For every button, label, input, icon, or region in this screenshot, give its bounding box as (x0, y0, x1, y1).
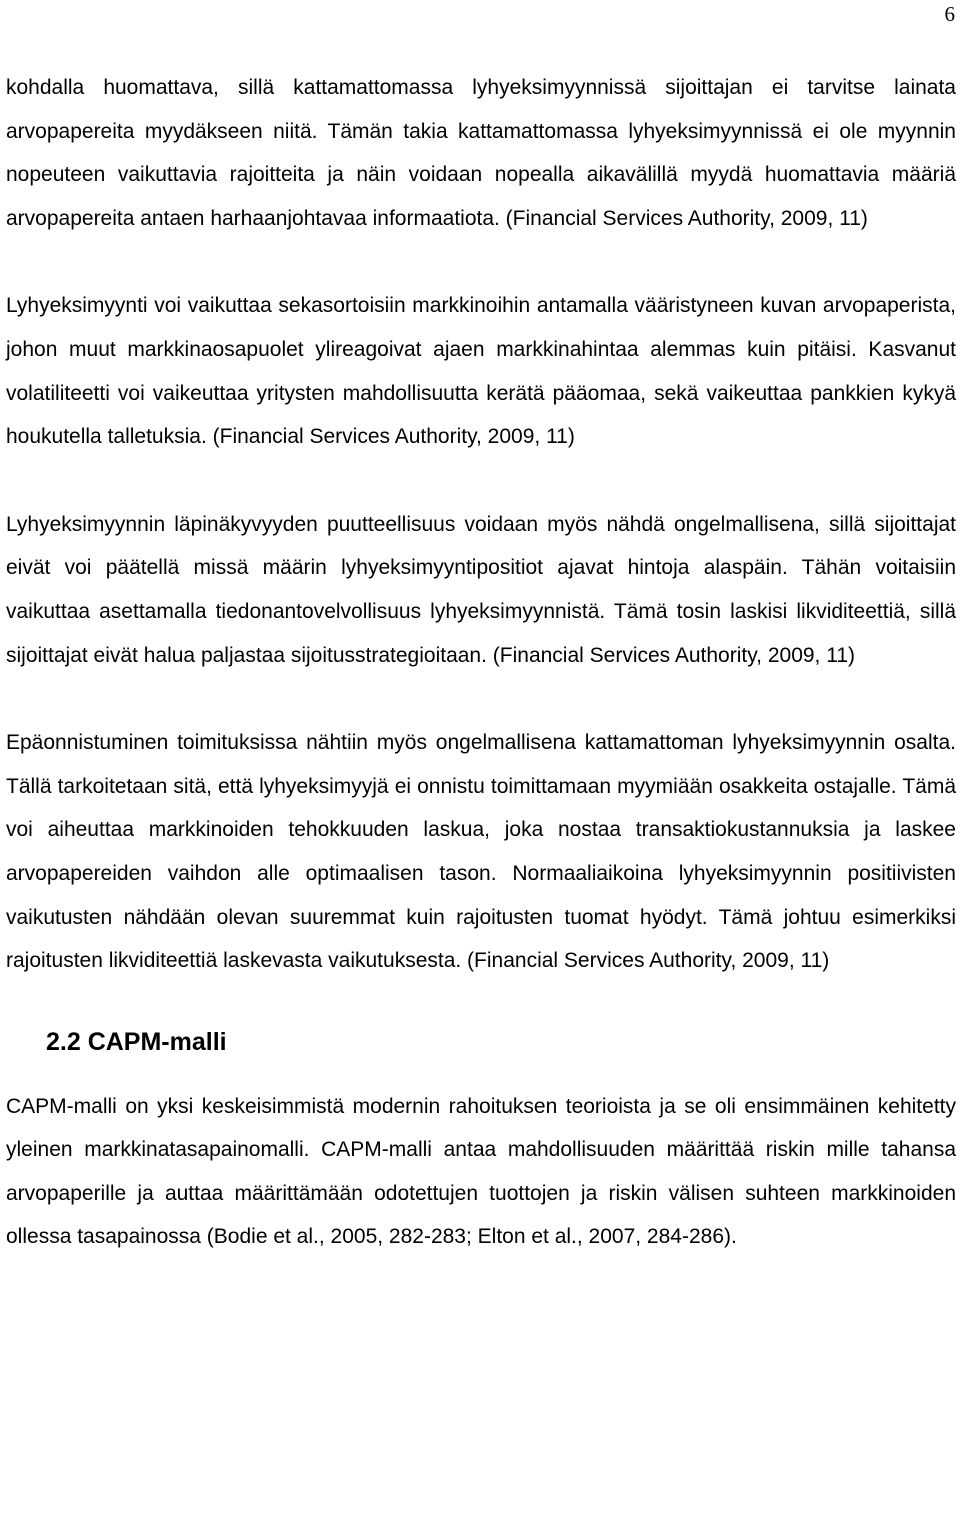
page-number: 6 (944, 2, 955, 26)
section-paragraph: CAPM-malli on yksi keskeisimmistä modernin rahoituksen teorioista ja se oli ensimmäinen kehitetty yleinen markkinatasapainomalli. CAPM-malli antaa mahdollisuuden määrittää riskin mille tahansa arvopaperille ja auttaa määrittämään odotettujen tuottojen ja riskin välisen suhteen markkinoiden ollessa tasapainossa (Bodie et al., 2005, 282-283; Elton et al., 2007, 284-286). (6, 1094, 956, 1249)
paragraph-4: Epäonnistuminen toimituksissa nähtiin myös ongelmallisena kattamattoman lyhyeksimyynnin osalta. Tällä tarkoitetaan sitä, että lyhyeksimyyjä ei onnistu toimittamaan myymiään osakkeita ostajalle. Tämä voi aiheuttaa markkinoiden tehokkuuden laskua, joka nostaa transaktiokustannuksia ja laskee arvopapereiden vaihdon alle optimaalisen tason. Normaaliaikoina lyhyeksimyynnin positiivisten vaikutusten nähdään olevan suuremmat kuin rajoitusten tuomat hyödyt. Tämä johtuu esimerkiksi rajoitusten likviditeettiä laskevasta vaikutuksesta. (Financial Services Authority, 2009, 11) (6, 731, 956, 973)
paragraph-1: kohdalla huomattava, sillä kattamattomassa lyhyeksimyynnissä sijoittajan ei tarvitse lainata arvopapereita myydäkseen niitä. Tämän takia kattamattomassa lyhyeksimyynnissä ei ole myynnin nopeuteen vaikuttavia rajoitteita ja näin voidaan nopealla aikavälillä myydä huomattavia määriä arvopapereita antaen harhaanjohtavaa informaatiota. (Financial Services Authority, 2009, 11) (6, 76, 956, 230)
document-body (6, 66, 956, 1303)
section-heading: 2.2 CAPM-malli (46, 1027, 227, 1056)
paragraph-2: Lyhyeksimyynti voi vaikuttaa sekasortoisiin markkinoihin antamalla vääristyneen kuvan arvopaperista, johon muut markkinaosapuolet ylireagoivat ajaen markkinahintaa alemmas kuin pitäisi. Kasvanut volatiliteetti voi vaikeuttaa yritysten mahdollisuutta kerätä pääomaa, sekä vaikeuttaa pankkien kykyä houkutella talletuksia. (Financial Services Authority, 2009, 11) (6, 294, 956, 449)
paragraph-3: Lyhyeksimyynnin läpinäkyvyyden puutteellisuus voidaan myös nähdä ongelmallisena, sillä sijoittajat eivät voi päätellä missä määrin lyhyeksimyyntipositiot ajavat hintoja alaspäin. Tähän voitaisiin vaikuttaa asettamalla tiedonantovelvollisuus lyhyeksimyynnistä. Tämä tosin laskisi likviditeettiä, sillä sijoittajat eivät halua paljastaa sijoitusstrategioitaan. (Financial Services Authority, 2009, 11) (6, 512, 956, 667)
